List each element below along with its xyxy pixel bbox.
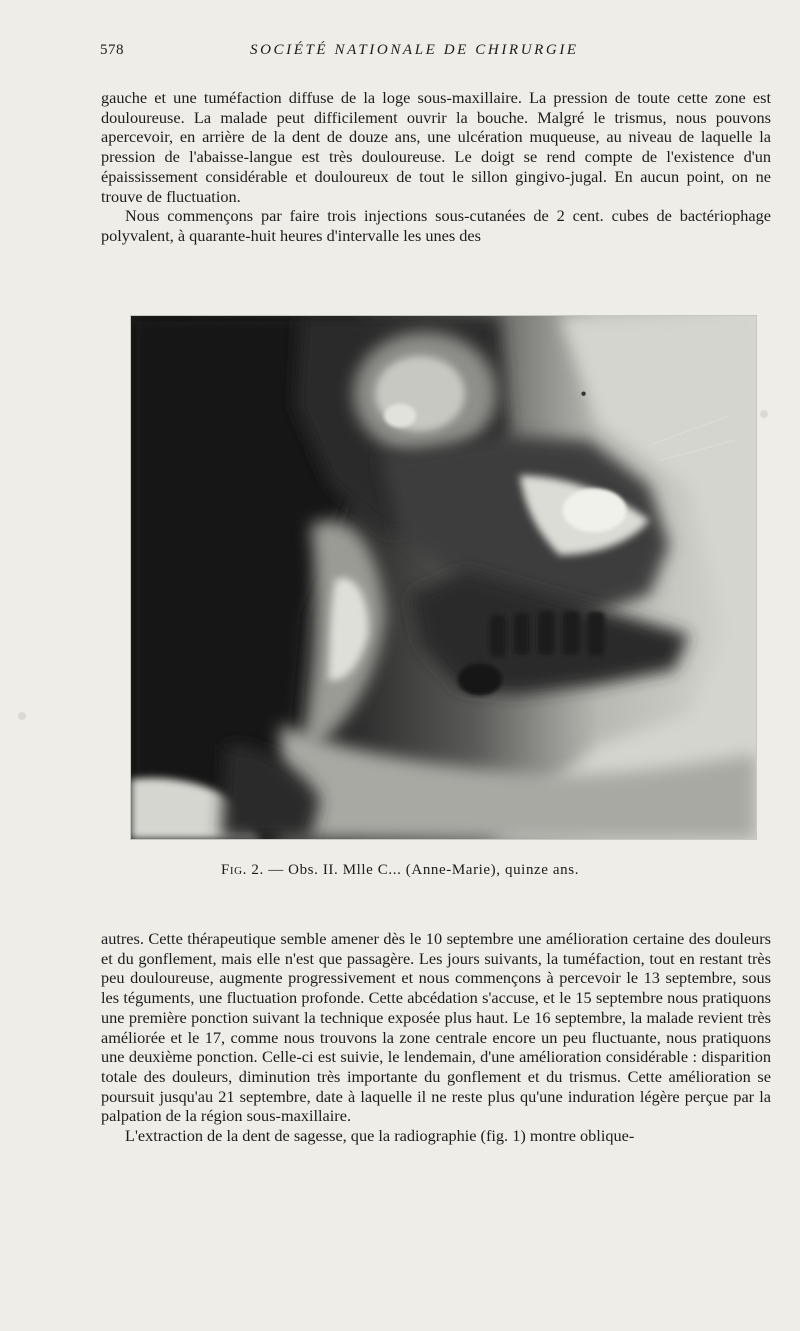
radiograph-image [131, 316, 756, 839]
paragraph-3: autres. Cette thérapeutique semble amener dès le 10 septembre une amélioration certaine des douleurs et du gonflement, mais elle n'est que passagère. Les jours suivants, la tuméfaction, tout en restant très peu douloureuse, augmente progressivement et nous commençons à percevoir le 13 septembre, sous les téguments, une fluctuation profonde. Cette abcédation s'accuse, et le 15 septembre nous pratiquons une première ponction suivant la technique exposée plus haut. Le 16 septembre, la malade revient très améliorée et le 17, comme nous trouvons la zone centrale encore un peu fluctuante, nous pratiquons une deuxième ponction. Celle-ci est suivie, le lendemain, d'une amélioration considérable : disparition totale des douleurs, diminution très importante du gonflement et du trismus. Cette amélioration se poursuit jusqu'au 21 septembre, date à laquelle il ne reste plus qu'une induration légère perçue par la palpation de la région sous-maxillaire. [101, 929, 771, 1126]
paragraph-4: L'extraction de la dent de sagesse, que la radiographie (fig. 1) montre oblique- [125, 1126, 635, 1146]
top-text-block [101, 88, 771, 246]
figure-caption-text: — Obs. II. Mlle C... (Anne-Marie), quinze ans. [263, 862, 580, 878]
print-speck [18, 712, 26, 720]
page-header [100, 42, 770, 66]
radiograph-figure [130, 315, 757, 840]
print-speck [760, 410, 768, 418]
figure-label: Fig. 2. [220, 862, 264, 878]
page-number: 578 [100, 42, 124, 58]
paragraph-2: Nous commençons par faire trois injections sous-cutanées de 2 cent. cubes de bactériophage polyvalent, à quarante-huit heures d'intervalle les unes des [101, 206, 771, 245]
figure-caption [0, 862, 800, 879]
running-title: SOCIÉTÉ NATIONALE DE CHIRURGIE [250, 42, 579, 58]
bottom-text-block [101, 929, 771, 1146]
paragraph-1: gauche et une tuméfaction diffuse de la loge sous-maxillaire. La pression de toute cette zone est douloureuse. La malade peut difficilement ouvrir la bouche. Malgré le trismus, nous pouvons apercevoir, en arrière de la dent de douze ans, une ulcération muqueuse, au niveau de laquelle la pression de l'abaisse-langue est très douloureuse. Le doigt se rend compte de l'existence d'un épaississement considérable et douloureux de tout le sillon gingivo-jugal. En aucun point, on ne trouve de fluctuation. [101, 88, 771, 206]
